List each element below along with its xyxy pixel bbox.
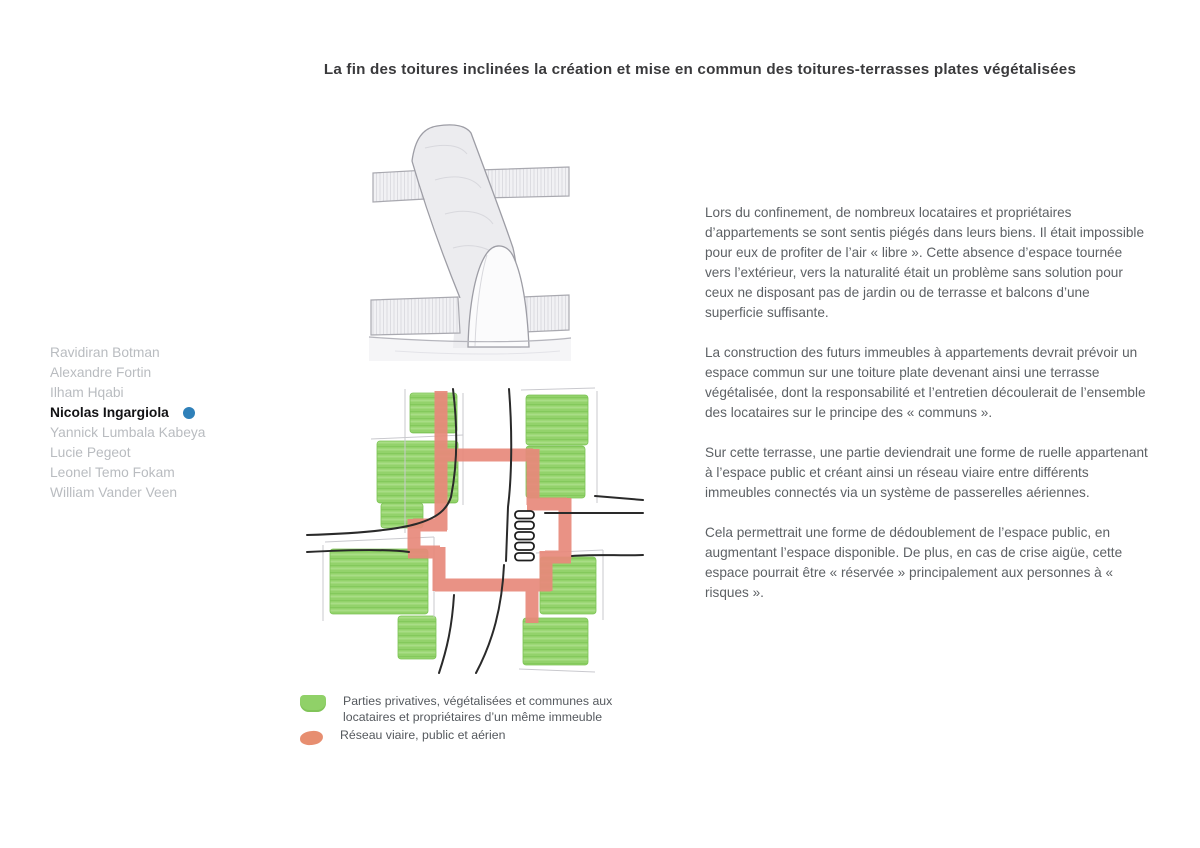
author-item[interactable] (50, 363, 205, 383)
legend-label: Parties privatives, végétalisées et communes aux locataires et propriétaires d’un même immeuble (343, 694, 613, 724)
author-item[interactable] (50, 423, 205, 443)
author-name: Ilham Hqabi (50, 385, 124, 400)
author-name: Lucie Pegeot (50, 445, 131, 460)
paragraph-confinement: Lors du confinement, de nombreux locataires et propriétaires d’appartements se sont sentis piégés dans leurs biens. Il était impossible pour eux de profiter de l’air « libre ». Cette absence d’espace tournée vers l’extérieur, vers la naturalité était un problème sans solution pour ceux ne disposant pas de jardin ou de terrasse et balcons d’une superficie suffisante. (705, 205, 1145, 320)
plan-sketch (305, 385, 645, 675)
legend-item (300, 694, 645, 725)
salmon-network-swatch-icon (300, 731, 324, 746)
footbridge-rungs-icon (515, 511, 534, 561)
author-item-active[interactable] (50, 403, 205, 423)
authors-list (50, 343, 205, 503)
green-terrace-swatch-icon (300, 695, 326, 712)
author-name: Ravidiran Botman (50, 345, 160, 360)
author-name: Alexandre Fortin (50, 365, 152, 380)
paragraph-construction: La construction des futurs immeubles à appartements devrait prévoir un espace commun sur une toiture plate devenant ainsi une terrasse végétalisée, dont la responsabilité et l’entretien découlerait de l’ensemble des locataires sur le principe des « communs ». (705, 345, 1146, 420)
vault-sketch (365, 118, 575, 363)
author-name: Yannick Lumbala Kabeya (50, 425, 206, 440)
author-name: William Vander Veen (50, 485, 178, 500)
author-item[interactable] (50, 463, 205, 483)
plan-sketch-figure (305, 385, 645, 675)
body-text (705, 203, 1149, 623)
paragraph-terrasse: Sur cette terrasse, une partie deviendrait une forme de ruelle appartenant à l’espace public et créant ainsi un réseau viaire entre différents immeubles connectés via un système de passerelles aériennes. (705, 445, 1148, 500)
author-item[interactable] (50, 483, 205, 503)
active-author-indicator-icon (183, 407, 195, 419)
author-item[interactable] (50, 443, 205, 463)
legend (300, 694, 645, 745)
vault-sketch-figure (365, 118, 575, 363)
author-name: Leonel Temo Fokam (50, 465, 175, 480)
author-item[interactable] (50, 383, 205, 403)
legend-label: Réseau viaire, public et aérien (340, 728, 506, 743)
street-lines (307, 389, 643, 673)
page-title: La fin des toitures inclinées la création et mise en commun des toitures-terrasses plates végétalisées (323, 61, 1077, 79)
author-name: Nicolas Ingargiola (50, 405, 169, 420)
legend-item (300, 728, 645, 745)
paragraph-dedoublement: Cela permettrait une forme de dédoublement de l’espace public, en augmentant l’espace disponible. De plus, en cas de crise aigüe, cette espace pourrait être « réservée » principalement aux personnes à « risques ». (705, 525, 1123, 600)
author-item[interactable] (50, 343, 205, 363)
